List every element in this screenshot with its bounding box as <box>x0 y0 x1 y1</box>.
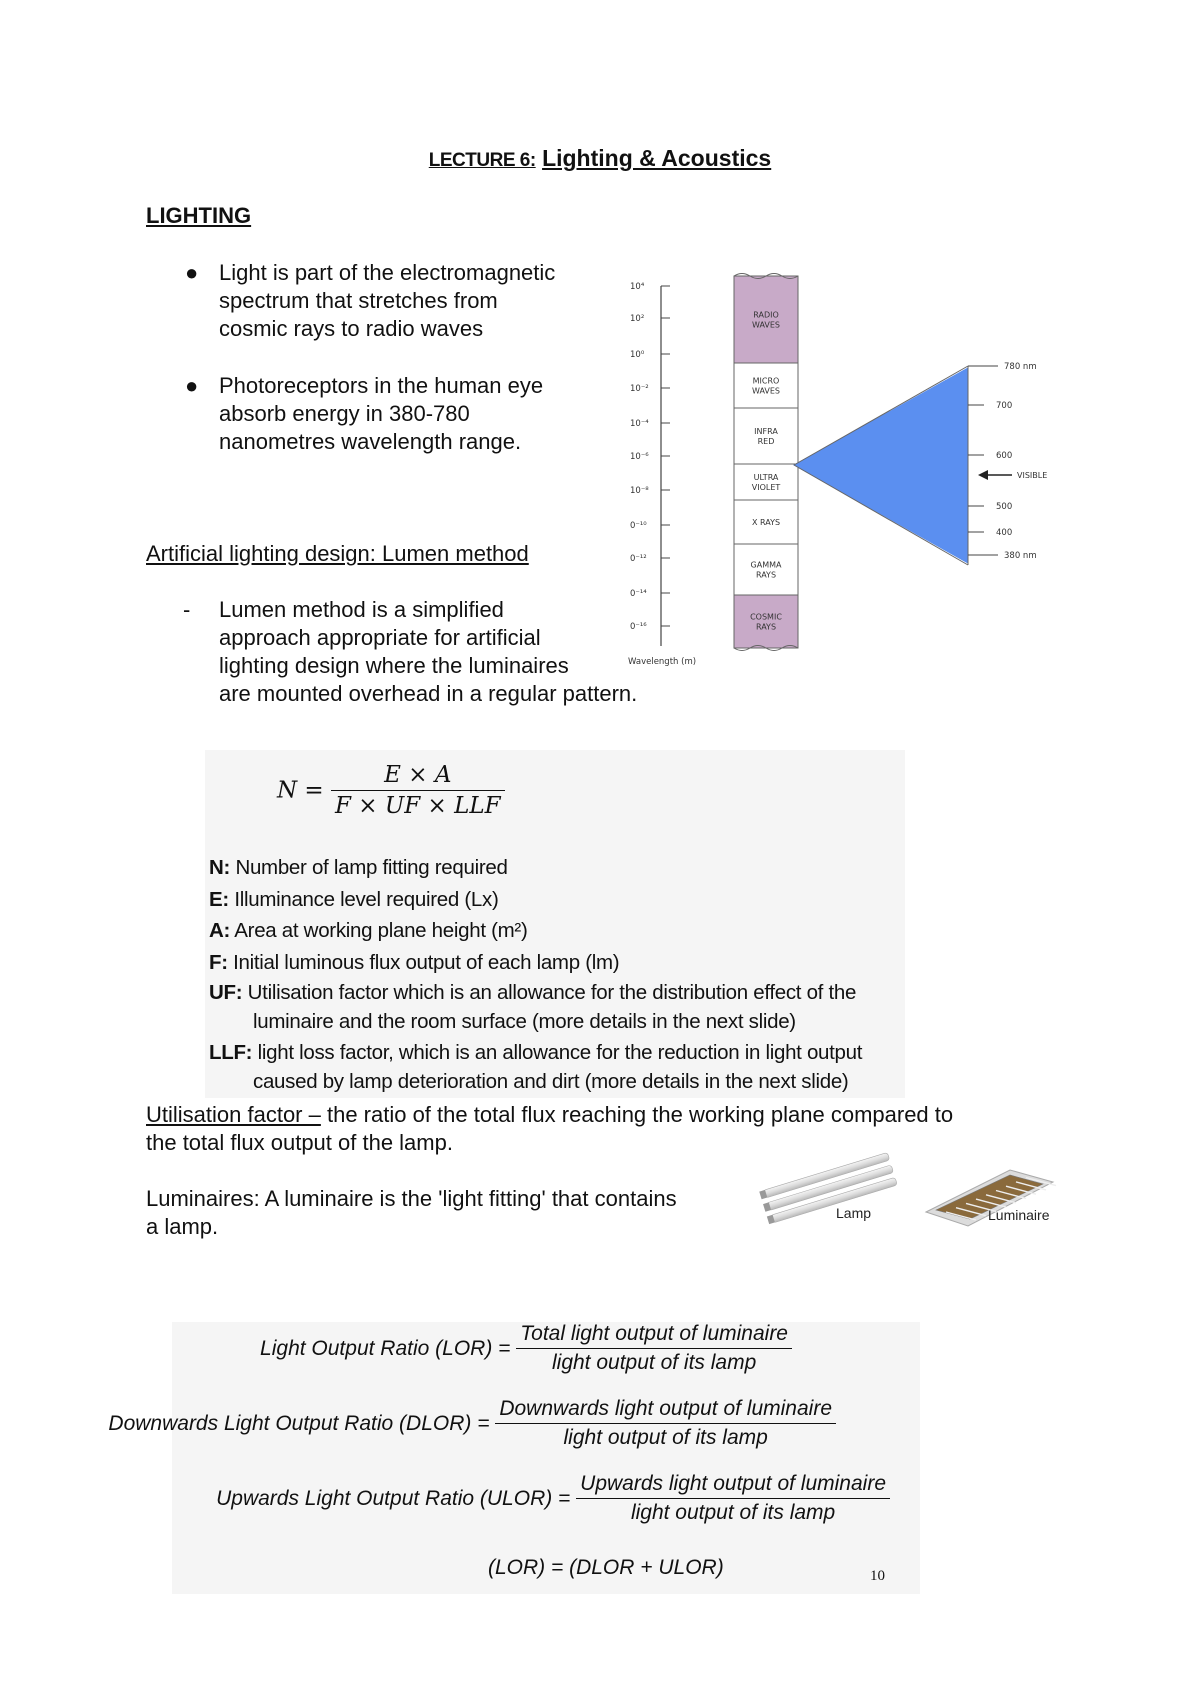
luminaire-caption: Luminaire <box>988 1207 1050 1223</box>
page-title <box>0 145 1200 172</box>
spectrum-tick-label: 10² <box>630 314 645 324</box>
visible-label: VISIBLE <box>1017 471 1048 480</box>
bullet-line: Light is part of the electromagnetic <box>219 260 556 285</box>
bullet-electromagnetic <box>185 259 556 343</box>
definition-n: N: Number of lamp fitting required <box>209 856 508 879</box>
bullet-line: absorb energy in 380-780 <box>219 401 470 426</box>
visible-tick-label: 400 <box>996 528 1013 538</box>
definition-a: A: Area at working plane height (m²) <box>209 919 528 942</box>
bullet-line: cosmic rays to radio waves <box>219 316 484 341</box>
spectrum-axis-label: Wavelength (m) <box>628 657 697 667</box>
lamp-image <box>758 1148 908 1233</box>
paragraph-line: the ratio of the total flux reaching the working plane compared to <box>320 1102 954 1127</box>
slide-number: 10 <box>870 1568 885 1584</box>
spectrum-tick-label: 0⁻¹⁴ <box>630 589 647 599</box>
utilisation-term: Utilisation factor – <box>146 1102 321 1127</box>
definition-e: E: Illuminance level required (Lx) <box>209 887 499 911</box>
equation-lhs: Downwards Light Output Ratio (DLOR) = <box>108 1411 490 1435</box>
visible-tick-label: 780 nm <box>1004 362 1037 372</box>
equation-denominator: light output of its lamp <box>551 1351 757 1374</box>
spectrum-band-label: RED <box>757 437 775 446</box>
lumen-method-paragraph <box>219 596 637 708</box>
spectrum-band <box>734 544 798 595</box>
spectrum-band <box>734 276 798 363</box>
definition-f: F: Initial luminous flux output of each lamp (lm) <box>209 950 620 974</box>
visible-arrow-icon <box>978 470 1012 480</box>
spectrum-band-label: VIOLET <box>751 483 781 492</box>
lumen-formula <box>277 762 505 819</box>
spectrum-tick-label: 0⁻¹⁶ <box>630 622 647 632</box>
bullet-line: nanometres wavelength range. <box>219 429 522 454</box>
paragraph-line: approach appropriate for artificial <box>219 625 541 650</box>
paragraph-line: Luminaires: A luminaire is the 'light fitting' that contains <box>146 1186 677 1211</box>
spectrum-band <box>734 363 798 408</box>
bullet-line: spectrum that stretches from <box>219 288 498 313</box>
spectrum-tick-label: 0⁻¹⁰ <box>630 521 647 531</box>
visible-tick-label: 600 <box>996 451 1013 461</box>
electromagnetic-spectrum-diagram <box>612 268 1062 678</box>
equation-lhs: Upwards Light Output Ratio (ULOR) = <box>216 1486 571 1510</box>
spectrum-tick-label: 10⁴ <box>630 282 645 292</box>
bullet-line: Photoreceptors in the human eye <box>219 373 544 398</box>
lecture-label: LECTURE 6: <box>428 150 536 171</box>
spectrum-band <box>734 408 798 464</box>
paragraph-line: a lamp. <box>146 1214 219 1239</box>
variable-definitions <box>209 852 905 1096</box>
spectrum-band <box>734 464 798 500</box>
spectrum-band <box>734 595 798 648</box>
formula-numerator: E × A <box>331 762 505 791</box>
bullet-dot-icon: ● <box>185 260 199 285</box>
lumen-method-heading: Artificial lighting design: Lumen method <box>146 541 529 566</box>
dlor-equation <box>108 1397 836 1450</box>
luminaires-paragraph <box>146 1185 677 1241</box>
spectrum-band-label: RAYS <box>755 570 777 580</box>
formula-denominator: F × UF × LLF <box>335 793 501 819</box>
paragraph-line: are mounted overhead in a regular pattern. <box>219 681 638 706</box>
spectrum-tick-label: 10⁻⁶ <box>630 452 649 462</box>
visible-tick-label: 500 <box>996 502 1013 512</box>
spectrum-tick-label: 10⁻⁴ <box>630 419 649 429</box>
luminaire-image <box>918 1152 1058 1232</box>
equation-denominator: light output of its lamp <box>563 1426 768 1449</box>
spectrum-tick-label: 0⁻¹² <box>630 554 647 564</box>
spectrum-tick-label: 10⁻⁸ <box>630 486 649 496</box>
spectrum-band-label: WAVES <box>751 320 781 330</box>
lor-sum-equation: (LOR) = (DLOR + ULOR) <box>488 1556 724 1579</box>
spectrum-band-label: MICRO <box>752 376 780 386</box>
section-heading: LIGHTING <box>146 203 252 228</box>
equation-numerator: Upwards light output of luminaire <box>576 1472 890 1499</box>
spectrum-band-label: X RAYS <box>751 518 781 527</box>
spectrum-band-label: WAVES <box>751 386 781 396</box>
spectrum-band-label: GAMMA <box>750 560 782 570</box>
bullet-photoreceptors <box>185 372 544 456</box>
dash-icon: - <box>183 597 191 622</box>
spectrum-tick-label: 10⁰ <box>630 350 645 360</box>
visible-tick-label: 700 <box>996 401 1013 411</box>
paragraph-line: lighting design where the luminaires <box>219 653 569 678</box>
visible-tick-label: 380 nm <box>1004 551 1037 561</box>
equation-denominator: light output of its lamp <box>630 1501 836 1524</box>
lumen-formula-box <box>205 750 905 1098</box>
spectrum-band-label: RAYS <box>755 622 777 632</box>
spectrum-band-label: RADIO <box>753 310 779 320</box>
formula-lhs: N = <box>277 777 324 804</box>
paragraph-line: Lumen method is a simplified <box>219 597 504 622</box>
formula-fraction <box>331 762 505 819</box>
definition-llf: LLF: light loss factor, which is an allowance for the reduction in light output caused by lamp deterioration and dirt (more details in the next slide) <box>209 1041 863 1093</box>
lecture-subject: Lighting & Acoustics <box>542 145 772 171</box>
equation-numerator: Total light output of luminaire <box>516 1322 792 1349</box>
lamp-caption: Lamp <box>836 1205 872 1221</box>
spectrum-band-label: ULTRA <box>753 473 779 482</box>
equation-numerator: Downwards light output of luminaire <box>495 1397 836 1424</box>
paragraph-line: the total flux output of the lamp. <box>146 1130 453 1155</box>
light-output-ratio-box <box>108 1322 920 1594</box>
spectrum-tick-label: 10⁻² <box>630 384 649 394</box>
spectrum-band-label: COSMIC <box>750 612 782 622</box>
ulor-equation <box>216 1472 890 1525</box>
spectrum-band-label: INFRA <box>754 427 778 436</box>
bullet-dot-icon: ● <box>185 373 199 398</box>
lor-equation <box>260 1322 792 1375</box>
visible-light-wedge <box>794 368 968 563</box>
definition-uf: UF: Utilisation factor which is an allowance for the distribution effect of the luminaire and the room surface (more details in the next slide) <box>209 981 857 1033</box>
equation-lhs: Light Output Ratio (LOR) = <box>260 1336 511 1360</box>
